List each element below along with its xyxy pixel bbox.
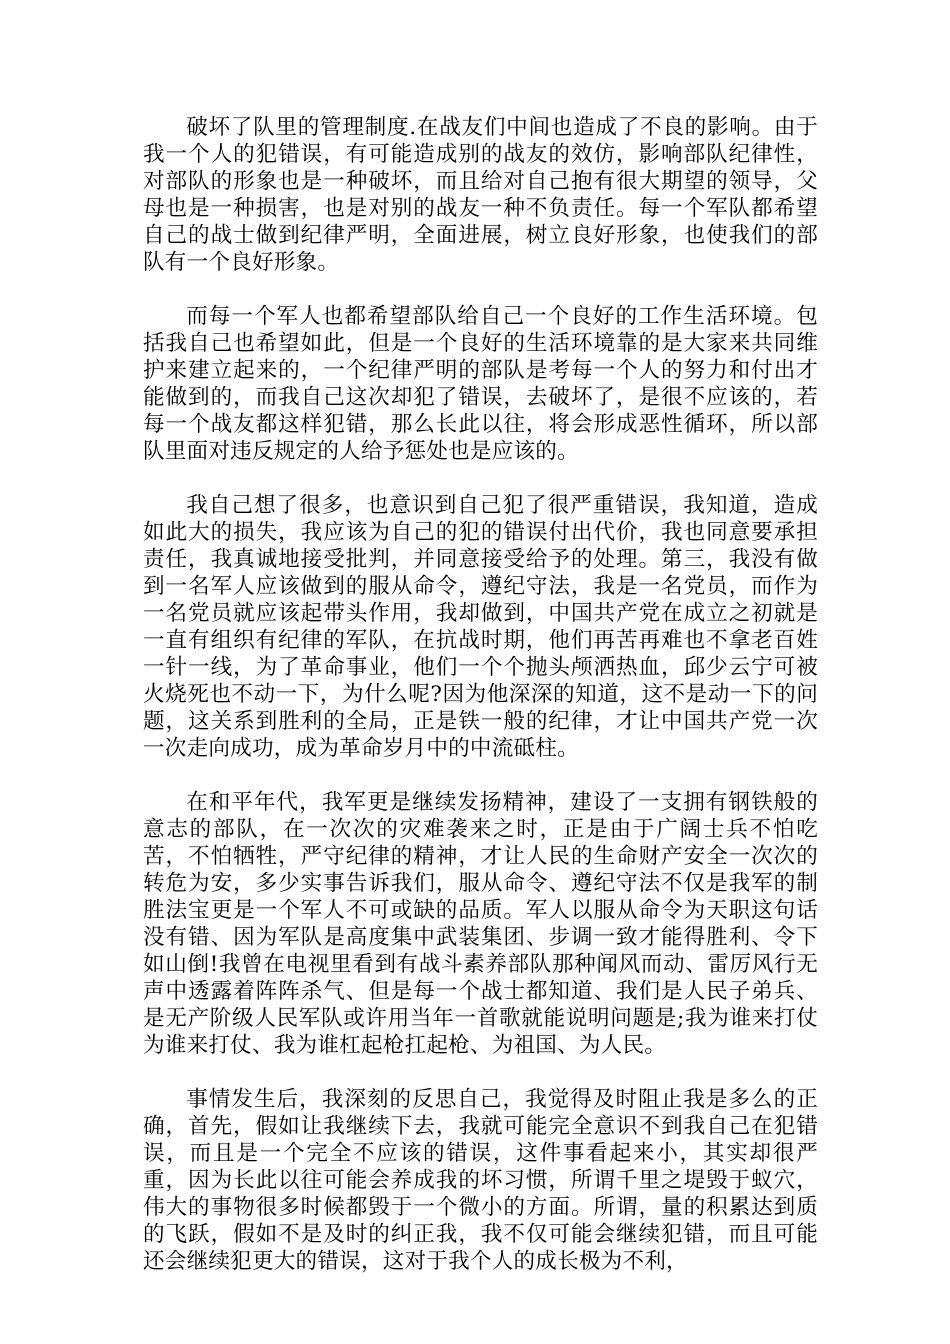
paragraph-4: 在和平年代，我军更是继续发扬精神，建设了一支拥有钢铁般的意志的部队，在一次次的灾难袭来之时，正是由于广阔士兵不怕吃苦，不怕牺牲，严守纪律的精神，才让人民的生命财产安全一次次的转危为安，多少实事告诉我们，服从命令、遵纪守法不仅是我军的制胜法宝更是一个军人不可或缺的品质。军人以服从命令为天职这句话没有错、因为军队是高度集中武装集团、步调一致才能得胜利、令下如山倒!我曾在电视里看到有战斗素养部队那种闻风而动、雷厉风行无声中透露着阵阵杀气、但是每一个战士都知道、我们是人民子弟兵、是无产阶级人民军队或许用当年一首歌就能说明问题是;我为谁来打仗为谁来打仗、我为谁杠起枪扛起枪、为祖国、为人民。 <box>143 790 818 1058</box>
paragraph-2: 而每一个军人也都希望部队给自己一个良好的工作生活环境。包括我自己也希望如此，但是一个良好的生活环境靠的是大家来共同维护来建立起来的，一个纪律严明的部队是考每一个人的努力和付出才能做到的，而我自己这次却犯了错误，去破坏了，是很不应该的，若每一个战友都这样犯错，那么长此以往，将会形成恶性循环，所以部队里面对违反规定的人给予惩处也是应该的。 <box>143 304 818 464</box>
paragraph-5: 事情发生后，我深刻的反思自己，我觉得及时阻止我是多么的正确，首先，假如让我继续下去，我就可能完全意识不到我自己在犯错误，而且是一个完全不应该的错误，这件事看起来小，其实却很严重，因为长此以往可能会养成我的坏习惯，所谓千里之堤毁于蚁穴，伟大的事物很多时候都毁于一个微小的方面。所谓，量的积累达到质的飞跃，假如不是及时的纠正我，我不仅可能会继续犯错，而且可能还会继续犯更大的错误，这对于我个人的成长极为不利， <box>143 1087 818 1274</box>
paragraph-1: 破坏了队里的管理制度.在战友们中间也造成了不良的影响。由于我一个人的犯错误，有可能造成别的战友的效仿，影响部队纪律性，对部队的形象也是一种破坏，而且给对自己抱有很大期望的领导，父母也是一种损害，也是对别的战友一种不负责任。每一个军队都希望自己的战士做到纪律严明，全面进展，树立良好形象，也使我们的部队有一个良好形象。 <box>143 115 818 275</box>
document-body <box>143 114 818 1302</box>
paragraph-3: 我自己想了很多，也意识到自己犯了很严重错误，我知道，造成如此大的损失，我应该为自己的犯的错误付出代价，我也同意要承担责任，我真诚地接受批判，并同意接受给予的处理。第三，我没有做到一名军人应该做到的服从命令，遵纪守法，我是一名党员，而作为一名党员就应该起带头作用，我却做到，中国共产党在成立之初就是一直有组织有纪律的军队，在抗战时期，他们再苦再难也不拿老百姓一针一线，为了革命事业，他们一个个抛头颅洒热血，邱少云宁可被火烧死也不动一下，为什么呢?因为他深深的知道，这不是动一下的问题，这关系到胜利的全局，正是铁一般的纪律，才让中国共产党一次一次走向成功，成为革命岁月中的中流砥柱。 <box>143 493 818 761</box>
